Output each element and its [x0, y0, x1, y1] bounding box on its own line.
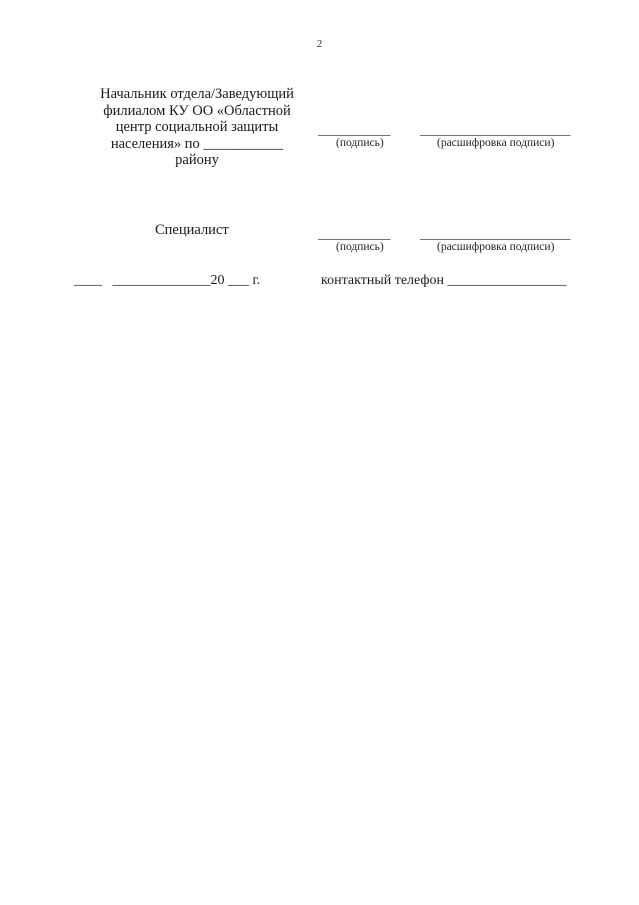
- page-number: 2: [316, 38, 323, 50]
- chief-title-line-2: филиалом КУ ОО «Областной: [103, 102, 291, 119]
- chief-title-line-3: центр социальной защиты: [115, 119, 279, 135]
- date-field: ____ ______________20 ___ г.: [74, 273, 261, 288]
- chief-decoding-line: _________________________: [420, 122, 570, 137]
- specialist-title: Специалист: [155, 222, 229, 238]
- chief-decoding-caption: (расшифровка подписи): [437, 137, 555, 149]
- chief-signature-line: ____________: [318, 122, 390, 137]
- contact-phone-field: контактный телефон _________________: [321, 273, 567, 288]
- chief-title-line-5: району: [175, 152, 219, 168]
- specialist-decoding-line: _________________________: [420, 226, 570, 241]
- chief-title-line-1: Начальник отдела/Заведующий: [100, 86, 294, 102]
- specialist-decoding-caption: (расшифровка подписи): [437, 241, 555, 253]
- chief-title-line-4: населения» по ___________: [110, 135, 284, 152]
- specialist-signature-line: ____________: [318, 226, 390, 241]
- specialist-signature-caption: (подпись): [336, 241, 384, 253]
- chief-signature-caption: (подпись): [336, 137, 384, 149]
- chief-title: [72, 86, 322, 169]
